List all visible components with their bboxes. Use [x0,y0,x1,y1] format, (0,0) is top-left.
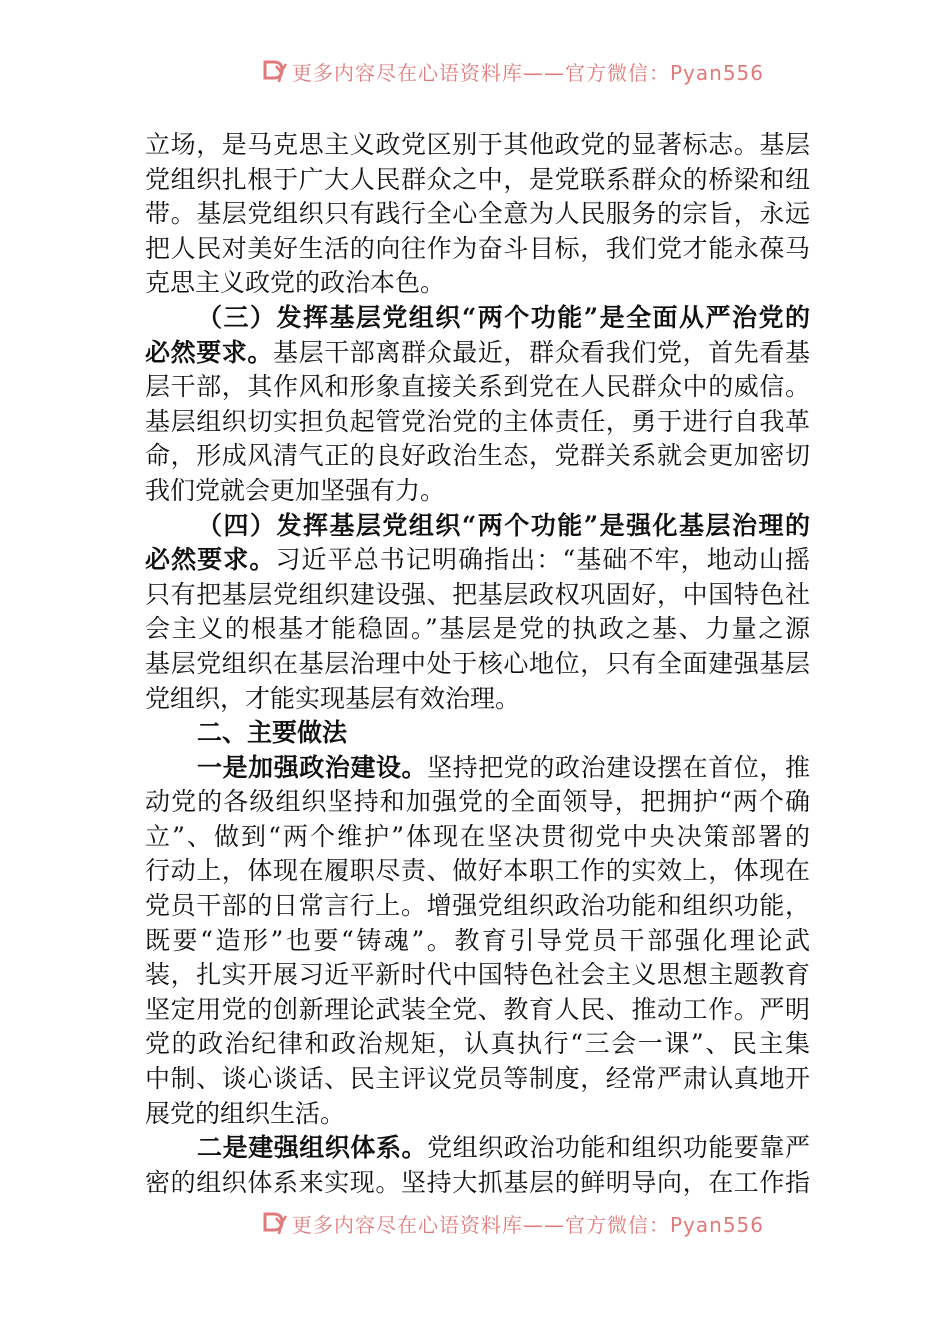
text-line: 既要“造形”也要“铸魂”。教育引导党员干部强化理论武 [145,925,810,955]
item-heading: 二是建强组织体系。 [197,1133,428,1163]
text-line: 立”、做到“两个维护”体现在坚决贯彻党中央决策部署的 [145,821,810,851]
text-line: 我们党就会更加坚强有力。 [145,475,446,505]
section-heading-line: （四）发挥基层党组织“两个功能”是强化基层治理的 [197,510,810,540]
text-line: 展党的组织生活。 [145,1098,346,1128]
document-body [145,128,810,1200]
paragraph [145,301,810,509]
item-heading: 一是加强政治建设。 [197,752,428,782]
dy-logo-icon [262,58,288,84]
section-heading-tail: 必然要求。 [145,545,276,575]
text-line: 党组织，才能实现基层有效治理。 [145,683,521,713]
text-fragment: 习近平总书记明确指出：“基础不牢，地动山摇 [275,545,810,575]
text-line: 会主义的根基才能稳固。”基层是党的执政之基、力量之源 [145,614,810,644]
text-line: 行动上，体现在履职尽责、做好本职工作的实效上，体现在 [145,856,810,886]
text-line: 层干部，其作风和形象直接关系到党在人民群众中的威信。 [145,372,810,402]
text-line: 带。基层党组织只有践行全心全意为人民服务的宗旨，永远 [145,199,810,229]
watermark-text: 更多内容尽在心语资料库——官方微信：Pyan556 [292,1212,765,1237]
footer-watermark [262,1208,782,1238]
text-line: 立场，是马克思主义政党区别于其他政党的显著标志。基层 [145,130,810,159]
text-fragment: 党组织政治功能和组织功能要靠严 [427,1133,810,1163]
section-heading-line: （三）发挥基层党组织“两个功能”是全面从严治党的 [197,302,810,332]
text-line: 动党的各级组织坚持和加强党的全面领导，把拥护“两个确 [145,787,810,817]
text-line: 密的组织体系来实现。坚持大抓基层的鲜明导向，在工作指 [145,1167,810,1197]
paragraph [145,509,810,717]
text-line: 党的政治纪律和政治规矩，认真执行“三会一课”、民主集 [145,1029,810,1059]
dy-logo-icon [262,1210,288,1236]
chapter-heading: 二、主要做法 [197,718,348,748]
text-line: 坚定用党的创新理论武装全党、教育人民、推动工作。严明 [145,994,810,1024]
text-line [145,751,810,786]
paragraph [145,751,810,1132]
text-fragment: 基层干部离群众最近，群众看我们党，首先看基 [273,337,810,367]
text-line: 命，形成风清气正的良好政治生态，党群关系就会更加密切 [145,441,810,471]
text-line: 基层组织切实担负起管党治党的主体责任，勇于进行自我革 [145,406,810,436]
paragraph [145,716,810,751]
paragraph [145,128,810,301]
paragraph [145,1131,810,1200]
text-line: 党组织扎根于广大人民群众之中，是党联系群众的桥梁和纽 [145,164,810,194]
text-line: 党员干部的日常言行上。增强党组织政治功能和组织功能， [145,891,810,921]
text-line: 中制、谈心谈话、民主评议党员等制度，经常严肃认真地开 [145,1064,810,1094]
header-watermark [262,56,782,86]
text-line: 克思主义政党的政治本色。 [145,268,446,298]
text-line [145,543,810,578]
text-line: 只有把基层党组织建设强、把基层政权巩固好，中国特色社 [145,579,810,609]
text-line: 把人民对美好生活的向往作为奋斗目标，我们党才能永葆马 [145,233,810,263]
text-line [145,1131,810,1166]
text-line [145,336,810,371]
section-heading-tail: 必然要求。 [145,337,273,367]
text-line: 装，扎实开展习近平新时代中国特色社会主义思想主题教育 [145,960,810,990]
text-fragment: 坚持把党的政治建设摆在首位，推 [427,752,810,782]
watermark-text: 更多内容尽在心语资料库——官方微信：Pyan556 [292,60,765,85]
text-line: 基层党组织在基层治理中处于核心地位，只有全面建强基层 [145,648,810,678]
